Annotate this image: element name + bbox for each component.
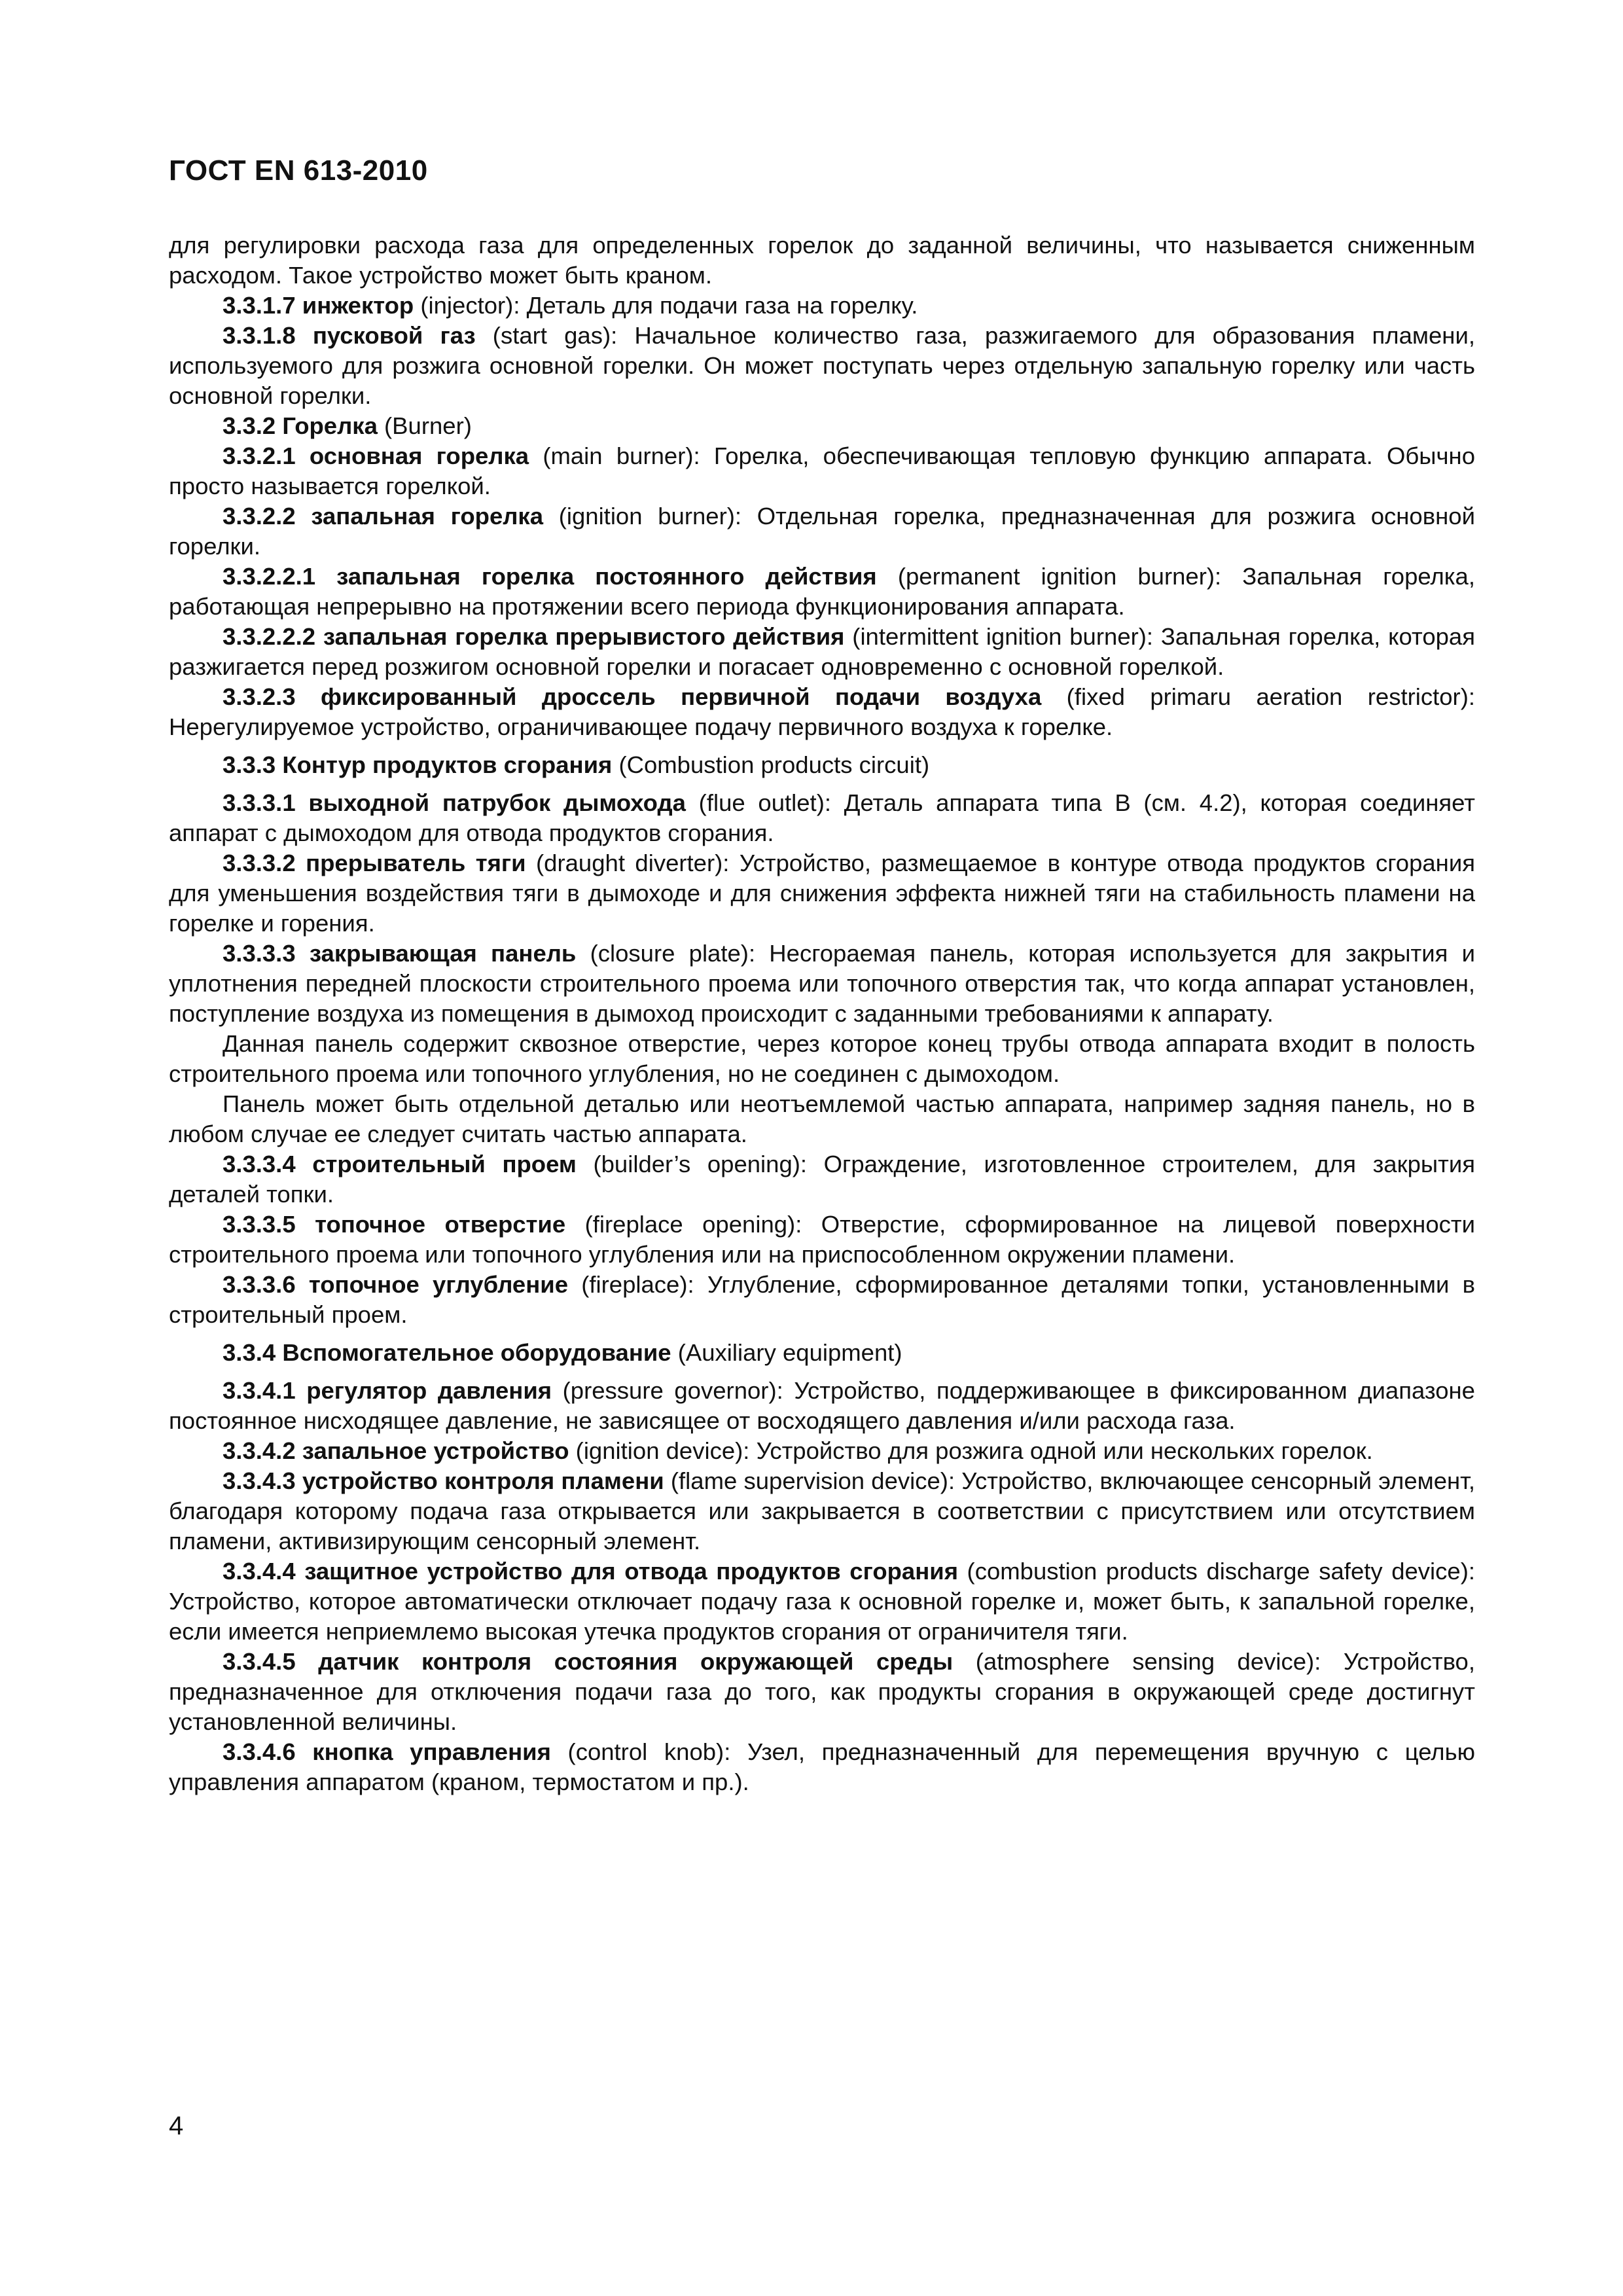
term-name: инжектор bbox=[302, 292, 414, 319]
term-name: топочное углубление bbox=[308, 1271, 569, 1298]
clause-number: 3.3.3.4 bbox=[223, 1151, 296, 1177]
paragraph-text: (main burner): Горелка, обеспечивающая тепловую функцию аппарата. Обычно просто называется горелкой. bbox=[169, 442, 1475, 499]
term-heading bbox=[223, 322, 476, 349]
page-header-title: ГОСТ EN 613-2010 bbox=[169, 154, 428, 187]
paragraph bbox=[169, 321, 1475, 411]
term-heading bbox=[223, 683, 1041, 710]
paragraph bbox=[169, 788, 1475, 848]
paragraph-text: (closure plate): Несгораемая панель, которая используется для закрытия и уплотнения передней плоскости строительного проема или топочного отверстия так, что когда аппарат установлен, поступление воздуха из помещения в дымоход происходит с заданными требованиями к аппарату. bbox=[169, 940, 1475, 1027]
term-name: запальная горелка bbox=[311, 503, 543, 529]
clause-number: 3.3.2.3 bbox=[223, 683, 296, 710]
term-heading bbox=[223, 623, 844, 650]
paragraph bbox=[169, 1210, 1475, 1270]
paragraph bbox=[169, 1737, 1475, 1797]
paragraph-text: (control knob): Узел, предназначенный для перемещения вручную с целью управления аппаратом (краном, термостатом и пр.). bbox=[169, 1738, 1475, 1795]
paragraph-text: (ignition burner): Отдельная горелка, предназначенная для розжига основной горелки. bbox=[169, 503, 1475, 560]
paragraph-text: (fixed primaru aeration restrictor): Нерегулируемое устройство, ограничивающее подачу первичного воздуха к горелке. bbox=[169, 683, 1475, 740]
paragraph bbox=[169, 1338, 1475, 1368]
paragraph-text: (pressure governor): Устройство, поддерживающее в фиксированном диапазоне постоянное нисходящее давление, не зависящее от восходящего давления и/или расхода газа. bbox=[169, 1377, 1475, 1434]
term-heading bbox=[223, 563, 877, 590]
clause-number: 3.3.3.3 bbox=[223, 940, 296, 967]
term-name: основная горелка bbox=[309, 442, 529, 469]
paragraph bbox=[169, 441, 1475, 501]
paragraph bbox=[169, 939, 1475, 1029]
paragraph-text: (Auxiliary equipment) bbox=[671, 1339, 902, 1366]
term-heading bbox=[223, 1437, 569, 1464]
term-heading bbox=[223, 789, 686, 816]
paragraph-text: Данная панель содержит сквозное отверстие, через которое конец трубы отвода аппарата входит в полость строительного проема или топочного углубления, но не соединен с дымоходом. bbox=[169, 1030, 1475, 1087]
term-name: кнопка управления bbox=[312, 1738, 551, 1765]
clause-number: 3.3.4.4 bbox=[223, 1558, 296, 1585]
term-heading bbox=[223, 442, 529, 469]
term-heading bbox=[223, 412, 378, 439]
paragraph-text: (ignition device): Устройство для розжига одной или нескольких горелок. bbox=[569, 1437, 1373, 1464]
paragraph-text: (intermittent ignition burner): Запальная горелка, которая разжигается перед розжигом основной горелки и погасает одновременно с основной горелкой. bbox=[169, 623, 1475, 680]
paragraph bbox=[169, 750, 1475, 780]
paragraph-text: (draught diverter): Устройство, размещаемое в контуре отвода продуктов сгорания для уменьшения воздействия тяги в дымоходе и для снижения эффекта нижней тяги на стабильность пламени на горелке и горения. bbox=[169, 850, 1475, 937]
term-heading bbox=[223, 940, 576, 967]
term-name: прерыватель тяги bbox=[306, 850, 526, 876]
paragraph bbox=[169, 1149, 1475, 1210]
clause-number: 3.3.3.6 bbox=[223, 1271, 296, 1298]
term-heading bbox=[223, 1211, 565, 1238]
clause-number: 3.3.4.2 bbox=[223, 1437, 296, 1464]
paragraph bbox=[169, 1647, 1475, 1737]
term-name: пусковой газ bbox=[312, 322, 476, 349]
paragraph bbox=[169, 1466, 1475, 1556]
paragraph bbox=[169, 1436, 1475, 1466]
term-name: строительный проем bbox=[312, 1151, 577, 1177]
term-heading bbox=[223, 1467, 664, 1494]
term-heading bbox=[223, 1339, 671, 1366]
paragraph-text: для регулировки расхода газа для определенных горелок до заданной величины, что называется сниженным расходом. Такое устройство может быть краном. bbox=[169, 232, 1475, 289]
term-heading bbox=[223, 503, 543, 529]
clause-number: 3.3.2.2.2 bbox=[223, 623, 316, 650]
clause-number: 3.3.2.2.1 bbox=[223, 563, 316, 590]
paragraph-text: (atmosphere sensing device): Устройство, предназначенное для отключения подачи газа до того, как продукты сгорания в окружающей среде достигнут установленной величины. bbox=[169, 1648, 1475, 1735]
paragraph bbox=[169, 1556, 1475, 1647]
paragraph bbox=[169, 562, 1475, 622]
term-heading bbox=[223, 292, 414, 319]
clause-number: 3.3.3.2 bbox=[223, 850, 296, 876]
clause-number: 3.3.3 bbox=[223, 751, 276, 778]
clause-number: 3.3.4.5 bbox=[223, 1648, 296, 1675]
term-name: запальная горелка постоянного действия bbox=[336, 563, 877, 590]
paragraph bbox=[169, 230, 1475, 291]
paragraph-text: (flue outlet): Деталь аппарата типа B (см. 4.2), которая соединяет аппарат с дымоходом для отвода продуктов сгорания. bbox=[169, 789, 1475, 846]
term-name: закрывающая панель bbox=[309, 940, 577, 967]
clause-number: 3.3.4.1 bbox=[223, 1377, 296, 1404]
paragraph-text: (permanent ignition burner): Запальная горелка, работающая непрерывно на протяжении всего периода функционирования аппарата. bbox=[169, 563, 1475, 620]
paragraph bbox=[169, 622, 1475, 682]
clause-number: 3.3.4.3 bbox=[223, 1467, 296, 1494]
clause-number: 3.3.4.6 bbox=[223, 1738, 296, 1765]
paragraph-text: Панель может быть отдельной деталью или неотъемлемой частью аппарата, например задняя панель, но в любом случае ее следует считать частью аппарата. bbox=[169, 1090, 1475, 1147]
page-number: 4 bbox=[169, 2111, 184, 2140]
term-name: Горелка bbox=[282, 412, 378, 439]
clause-number: 3.3.3.5 bbox=[223, 1211, 296, 1238]
paragraph-text: (Burner) bbox=[377, 412, 472, 439]
clause-number: 3.3.3.1 bbox=[223, 789, 296, 816]
term-heading bbox=[223, 1738, 551, 1765]
paragraph-text: (Combustion products circuit) bbox=[612, 751, 930, 778]
term-name: выходной патрубок дымохода bbox=[308, 789, 686, 816]
paragraph-text: (fireplace): Углубление, сформированное деталями топки, установленными в строительный проем. bbox=[169, 1271, 1475, 1328]
paragraph-text: (builder’s opening): Ограждение, изготовленное строителем, для закрытия деталей топки. bbox=[169, 1151, 1475, 1208]
term-heading bbox=[223, 1151, 577, 1177]
term-name: топочное отверстие bbox=[315, 1211, 566, 1238]
clause-number: 3.3.4 bbox=[223, 1339, 276, 1366]
paragraph bbox=[169, 1029, 1475, 1089]
term-name: Вспомогательное оборудование bbox=[282, 1339, 671, 1366]
term-name: фиксированный дроссель первичной подачи воздуха bbox=[321, 683, 1042, 710]
paragraph bbox=[169, 291, 1475, 321]
clause-number: 3.3.1.7 bbox=[223, 292, 296, 319]
paragraph bbox=[169, 501, 1475, 562]
term-name: устройство контроля пламени bbox=[302, 1467, 664, 1494]
term-heading bbox=[223, 1377, 552, 1404]
term-heading bbox=[223, 1648, 953, 1675]
term-name: датчик контроля состояния окружающей среды bbox=[318, 1648, 954, 1675]
term-heading bbox=[223, 751, 612, 778]
paragraph-text: (flame supervision device): Устройство, включающее сенсорный элемент, благодаря которому подача газа открывается или закрывается в соответствии с присутствием или отсутствием пламени, активизирующим сенсорный элемент. bbox=[169, 1467, 1475, 1554]
term-name: запальная горелка прерывистого действия bbox=[323, 623, 845, 650]
paragraph-text: (injector): Деталь для подачи газа на горелку. bbox=[414, 292, 918, 319]
term-name: запальное устройство bbox=[302, 1437, 569, 1464]
term-name: защитное устройство для отвода продуктов сгорания bbox=[304, 1558, 958, 1585]
paragraph bbox=[169, 1376, 1475, 1436]
term-name: регулятор давления bbox=[306, 1377, 552, 1404]
clause-number: 3.3.2 bbox=[223, 412, 276, 439]
term-heading bbox=[223, 850, 526, 876]
paragraph-text: (combustion products discharge safety device): Устройство, которое автоматически отключает подачу газа к основной горелке и, может быть, к запальной горелке, если имеется неприемлемо высокая утечка продуктов сгорания от ограничителя тяги. bbox=[169, 1558, 1475, 1645]
clause-number: 3.3.2.1 bbox=[223, 442, 296, 469]
paragraph bbox=[169, 411, 1475, 441]
document-body bbox=[169, 230, 1475, 1797]
clause-number: 3.3.2.2 bbox=[223, 503, 296, 529]
clause-number: 3.3.1.8 bbox=[223, 322, 296, 349]
paragraph bbox=[169, 848, 1475, 939]
paragraph-text: (fireplace opening): Отверстие, сформированное на лицевой поверхности строительного проема или топочного углубления или на приспособленном окружении пламени. bbox=[169, 1211, 1475, 1268]
paragraph bbox=[169, 1270, 1475, 1330]
paragraph bbox=[169, 1089, 1475, 1149]
paragraph bbox=[169, 682, 1475, 742]
term-name: Контур продуктов сгорания bbox=[282, 751, 613, 778]
term-heading bbox=[223, 1271, 568, 1298]
term-heading bbox=[223, 1558, 958, 1585]
paragraph-text: (start gas): Начальное количество газа, разжигаемого для образования пламени, используемого для розжига основной горелки. Он может поступать через отдельную запальную горелку или часть основной горелки. bbox=[169, 322, 1475, 409]
